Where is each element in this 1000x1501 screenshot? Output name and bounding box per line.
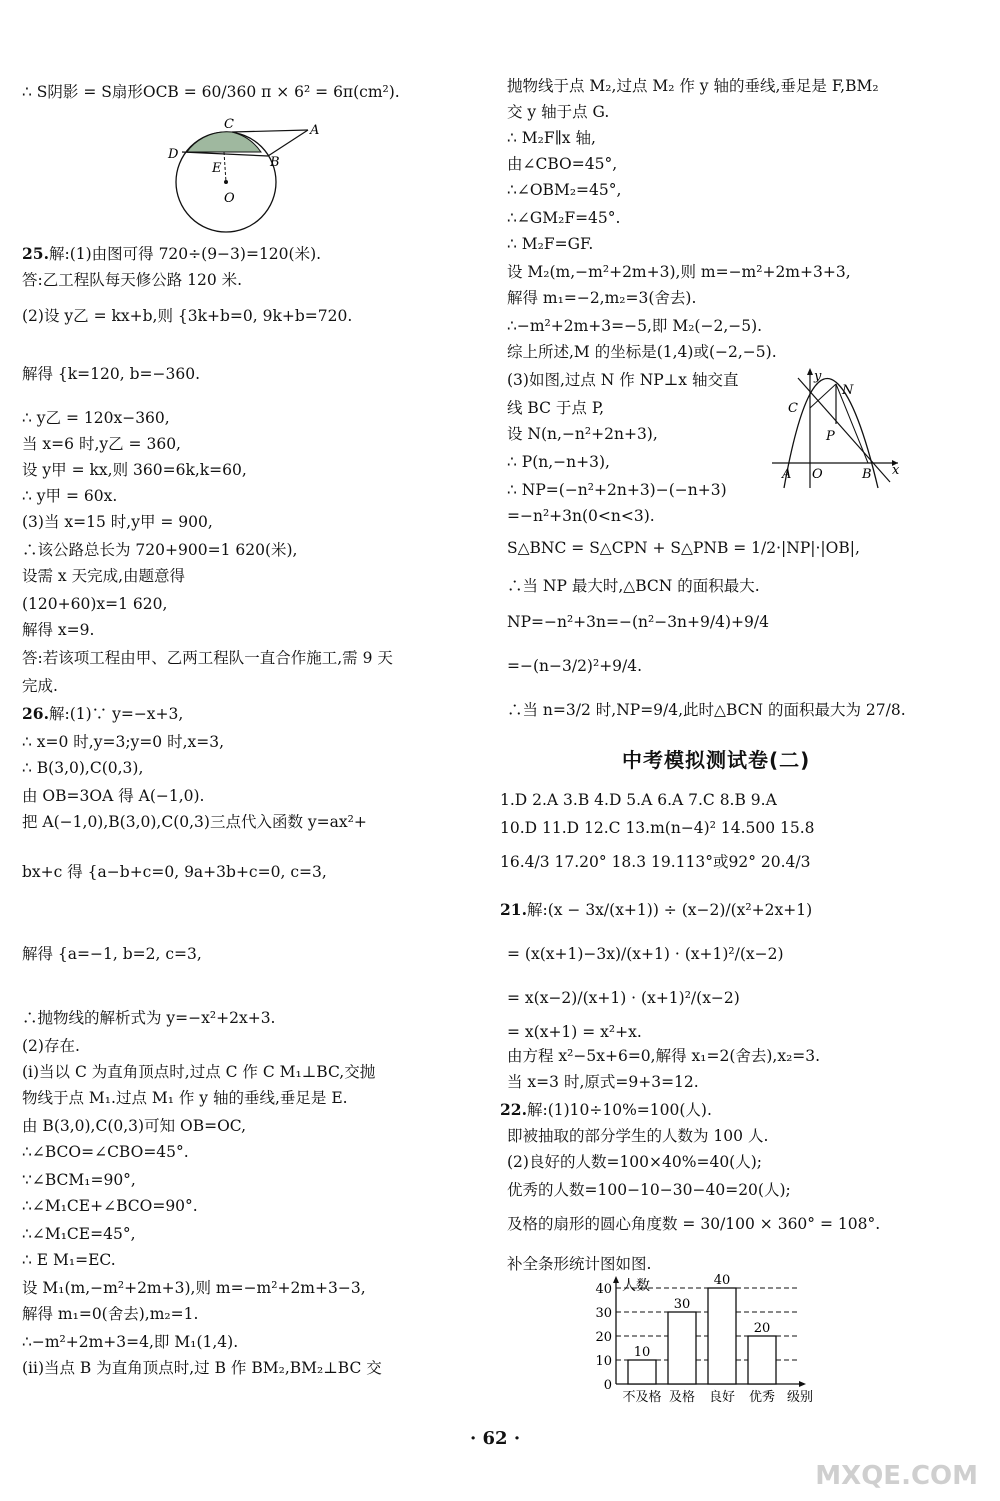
line-text: 解得 {a=−1, b=2, c=3, (22, 945, 202, 963)
line-text: ∴ y乙 = 120x−360, (22, 409, 170, 427)
text-line (500, 852, 811, 872)
text-line (507, 1254, 651, 1274)
line-text: = x(x−2)/(x+1) · (x+1)²/(x−2) (507, 989, 740, 1007)
label-B: B (862, 467, 872, 482)
text-line (22, 270, 242, 290)
line-text: =−(n−3/2)²+9/4. (507, 657, 643, 675)
text-line (507, 180, 621, 200)
y-tick-label: 40 (595, 1282, 612, 1297)
text-line (500, 900, 812, 920)
text-line (507, 208, 620, 228)
watermark: MXQE.COM (815, 1461, 978, 1491)
line-text: 解得 m₁=−2,m₂=3(舍去). (507, 289, 697, 307)
text-line (22, 594, 167, 614)
text-line (22, 1142, 189, 1162)
text-line (22, 1088, 348, 1108)
y-axis-label: 人数 (622, 1278, 650, 1294)
text-line (507, 944, 784, 964)
label-B: B (270, 155, 280, 170)
x-axis-label: 级别 (786, 1390, 814, 1405)
text-line (22, 460, 247, 480)
text-line (22, 1036, 80, 1056)
text-line (507, 154, 617, 174)
line-text: ∴∠OBM₂=45°, (507, 181, 622, 199)
line-text: 完成. (22, 677, 58, 695)
text-line (22, 566, 185, 586)
bar (748, 1336, 776, 1384)
text-line (500, 1100, 712, 1120)
bar-value-label: 20 (753, 1321, 771, 1336)
line-text: ∴−m²+2m+3=4,即 M₁(1,4). (22, 1333, 239, 1351)
text-line (507, 656, 642, 676)
text-line (22, 364, 200, 384)
line-text: 由∠CBO=45°, (507, 155, 618, 173)
bar-value-label: 10 (633, 1345, 651, 1360)
line-text: ∴ M₂F∥x 轴, (507, 129, 596, 147)
text-line (507, 234, 593, 254)
text-line (22, 1304, 198, 1324)
line-text: 由 OB=3OA 得 A(−1,0). (22, 787, 205, 805)
line-text: ∵∠BCM₁=90°, (22, 1171, 136, 1189)
line-text: ∴ P(n,−n+3), (507, 453, 610, 471)
text-line (22, 434, 181, 454)
text-line (507, 76, 879, 96)
line-text: 补全条形统计图如图. (507, 1255, 652, 1273)
bar-value-label: 40 (713, 1274, 731, 1288)
text-line (22, 512, 213, 532)
text-line (507, 398, 604, 418)
text-line (507, 1180, 791, 1200)
line-text: 解得 x=9. (22, 621, 95, 639)
text-line (22, 620, 94, 640)
line-text: 当 x=3 时,原式=9+3=12. (507, 1073, 699, 1091)
line-text: 答:乙工程队每天修公路 120 米. (22, 271, 243, 289)
line-text: ∴∠M₁CE+∠BCO=90°. (22, 1197, 198, 1215)
text-line (22, 704, 183, 724)
text-line (507, 424, 658, 444)
label-C: C (788, 401, 798, 416)
line-text: ∴ S阴影 = S扇形OCB = 60/360 π × 6² = 6π(cm²). (22, 83, 400, 101)
line-text: ∴当 n=3/2 时,NP=9/4,此时△BCN 的面积最大为 27/8. (507, 701, 906, 719)
line-text: ∴ B(3,0),C(0,3), (22, 759, 144, 777)
text-line (507, 288, 696, 308)
text-line (507, 102, 609, 122)
label-P: P (826, 429, 835, 444)
line-text: 线 BC 于点 P, (507, 399, 605, 417)
line-text: (2)存在. (22, 1037, 80, 1055)
problem-number: 21. (500, 900, 527, 919)
text-line (22, 1278, 366, 1298)
line-text: 及格的扇形的圆心角度数 = 30/100 × 360° = 108°. (507, 1215, 881, 1233)
line-text: 由方程 x²−5x+6=0,解得 x₁=2(舍去),x₂=3. (507, 1047, 821, 1065)
line-text: ∴−m²+2m+3=−5,即 M₂(−2,−5). (507, 317, 763, 335)
line-text: 交 y 轴于点 G. (507, 103, 610, 121)
line-text: (ⅰ)当以 C 为直角顶点时,过点 C 作 C M₁⊥BC,交抛 (22, 1063, 376, 1081)
category-label: 良好 (708, 1390, 736, 1405)
text-line (507, 316, 762, 336)
line-text: ∴当 NP 最大时,△BCN 的面积最大. (507, 577, 760, 595)
text-line (22, 1008, 275, 1028)
bar (628, 1360, 656, 1384)
text-line (22, 758, 143, 778)
text-line (507, 576, 760, 596)
label-y: y (814, 369, 822, 384)
text-line (507, 480, 727, 500)
line-text: 16.4/3 17.20° 18.3 19.113°或92° 20.4/3 (500, 853, 811, 871)
y-tick-label: 0 (603, 1378, 612, 1393)
line-text: 抛物线于点 M₂,过点 M₂ 作 y 轴的垂线,垂足是 F,BM₂ (507, 77, 879, 95)
line-text: 10.D 11.D 12.C 13.m(n−4)² 14.500 15.8 (500, 819, 815, 837)
line-text: ∴该公路总长为 720+900=1 620(米), (22, 541, 298, 559)
line-text: 物线于点 M₁.过点 M₁ 作 y 轴的垂线,垂足是 E. (22, 1089, 348, 1107)
problem-number: 26. (22, 704, 49, 723)
label-O: O (224, 191, 235, 206)
text-line (22, 812, 367, 832)
text-line (507, 128, 596, 148)
line-text: NP=−n²+3n=−(n²−3n+9/4)+9/4 (507, 613, 769, 631)
line-text: =−n²+3n(0<n<3). (507, 507, 655, 525)
label-A: A (310, 123, 320, 138)
text-line (22, 486, 117, 506)
text-line (507, 1152, 762, 1172)
text-line (507, 1022, 642, 1042)
text-line (22, 944, 202, 964)
line-text: 解:(1)由图可得 720÷(9−3)=120(米). (48, 245, 322, 263)
line-text: ∴抛物线的解析式为 y=−x²+2x+3. (22, 1009, 276, 1027)
text-line (22, 540, 297, 560)
text-line (507, 1126, 768, 1146)
line-text: = x(x+1) = x²+x. (507, 1023, 642, 1041)
line-text: 解得 {k=120, b=−360. (22, 365, 201, 383)
text-line (22, 82, 400, 102)
section-title: 中考模拟测试卷(二) (622, 748, 811, 772)
bar-chart (590, 1274, 830, 1410)
text-line (22, 862, 327, 882)
text-line (22, 786, 204, 806)
bar (668, 1312, 696, 1384)
label-D: D (168, 147, 179, 162)
line-text: 设 N(n,−n²+2n+3), (507, 425, 658, 443)
line-text: 优秀的人数=100−10−30−40=20(人); (507, 1181, 791, 1199)
line-text: 即被抽取的部分学生的人数为 100 人. (507, 1127, 769, 1145)
text-line (507, 1214, 880, 1234)
y-tick-label: 20 (595, 1330, 612, 1345)
line-text: 答:若该项工程由甲、乙两工程队一直合作施工,需 9 天 (22, 649, 393, 667)
text-line (22, 1170, 136, 1190)
line-text: 设 y甲 = kx,则 360=6k,k=60, (22, 461, 247, 479)
text-line (22, 1358, 382, 1378)
text-line (507, 506, 655, 526)
circle-figure (160, 106, 330, 234)
text-line (507, 538, 860, 558)
text-line (507, 342, 777, 362)
text-line (22, 1224, 136, 1244)
text-line (507, 988, 740, 1008)
line-text: S△BNC = S△CPN + S△PNB = 1/2·|NP|·|OB|, (507, 539, 860, 557)
line-text: 设 M₂(m,−m²+2m+3),则 m=−m²+2m+3+3, (507, 263, 851, 281)
text-line (22, 1332, 238, 1352)
text-line (22, 408, 170, 428)
text-line (500, 818, 815, 838)
line-text: 解:(1)10÷10%=100(人). (526, 1101, 712, 1119)
text-line (22, 1116, 246, 1136)
line-text: 把 A(−1,0),B(3,0),C(0,3)三点代入函数 y=ax²+ (22, 813, 367, 831)
text-line (22, 1196, 198, 1216)
line-text: 综上所述,M 的坐标是(1,4)或(−2,−5). (507, 343, 777, 361)
text-line (507, 700, 906, 720)
text-line (22, 1250, 116, 1270)
line-text: (2)设 y乙 = kx+b,则 {3k+b=0, 9k+b=720. (22, 307, 353, 325)
line-text: (ⅱ)当点 B 为直角顶点时,过 B 作 BM₂,BM₂⊥BC 交 (22, 1359, 382, 1377)
line-text: (3)如图,过点 N 作 NP⊥x 轴交直 (507, 371, 739, 389)
page-number: · 62 · (470, 1428, 521, 1449)
label-N: N (842, 383, 854, 398)
line-text: 解:(x − 3x/(x+1)) ÷ (x−2)/(x²+2x+1) (526, 901, 813, 919)
bar-value-label: 30 (673, 1297, 691, 1312)
category-label: 及格 (668, 1390, 696, 1405)
line-text: 设需 x 天完成,由题意得 (22, 567, 186, 585)
text-line (507, 1072, 699, 1092)
label-x: x (892, 463, 900, 478)
line-text: 设 M₁(m,−m²+2m+3),则 m=−m²+2m+3−3, (22, 1279, 366, 1297)
bar (708, 1288, 736, 1384)
line-text: bx+c 得 {a−b+c=0, 9a+3b+c=0, c=3, (22, 863, 327, 881)
line-text: ∴ NP=(−n²+2n+3)−(−n+3) (507, 481, 727, 499)
line-text: 当 x=6 时,y乙 = 360, (22, 435, 181, 453)
text-line (507, 262, 851, 282)
line-text: (3)当 x=15 时,y甲 = 900, (22, 513, 213, 531)
line-text: 解:(1)∵ y=−x+3, (48, 705, 184, 723)
label-E: E (212, 161, 222, 176)
y-tick-label: 10 (595, 1354, 612, 1369)
label-C: C (224, 117, 234, 132)
text-line (507, 452, 610, 472)
text-line (22, 1062, 375, 1082)
line-text: ∴∠BCO=∠CBO=45°. (22, 1143, 189, 1161)
y-tick-label: 30 (595, 1306, 612, 1321)
line-text: 由 B(3,0),C(0,3)可知 OB=OC, (22, 1117, 247, 1135)
text-line (22, 306, 352, 326)
line-text: ∴ x=0 时,y=3;y=0 时,x=3, (22, 733, 225, 751)
line-text: 解得 m₁=0(舍去),m₂=1. (22, 1305, 199, 1323)
line-text: ∴ E M₁=EC. (22, 1251, 116, 1269)
line-text: (120+60)x=1 620, (22, 595, 168, 613)
line-text: = (x(x+1)−3x)/(x+1) · (x+1)²/(x−2) (507, 945, 784, 963)
line-text: 1.D 2.A 3.B 4.D 5.A 6.A 7.C 8.B 9.A (500, 791, 777, 809)
problem-number: 25. (22, 244, 49, 263)
line-text: ∴ M₂F=GF. (507, 235, 594, 253)
parabola-figure (768, 364, 908, 494)
text-line (22, 676, 58, 696)
label-O: O (812, 467, 823, 482)
shaded-region (187, 132, 261, 152)
text-line (507, 1046, 820, 1066)
text-line (507, 612, 769, 632)
line-text: (2)良好的人数=100×40%=40(人); (507, 1153, 762, 1171)
text-line (22, 648, 393, 668)
line-text: ∴∠GM₂F=45°. (507, 209, 621, 227)
text-line (22, 732, 224, 752)
label-A: A (782, 467, 792, 482)
text-line (500, 790, 777, 810)
line-text: ∴ y甲 = 60x. (22, 487, 118, 505)
text-line (507, 370, 738, 390)
category-label: 优秀 (748, 1390, 776, 1405)
line-text: ∴∠M₁CE=45°, (22, 1225, 136, 1243)
problem-number: 22. (500, 1100, 527, 1119)
text-line (22, 244, 321, 264)
category-label: 不及格 (622, 1390, 662, 1405)
